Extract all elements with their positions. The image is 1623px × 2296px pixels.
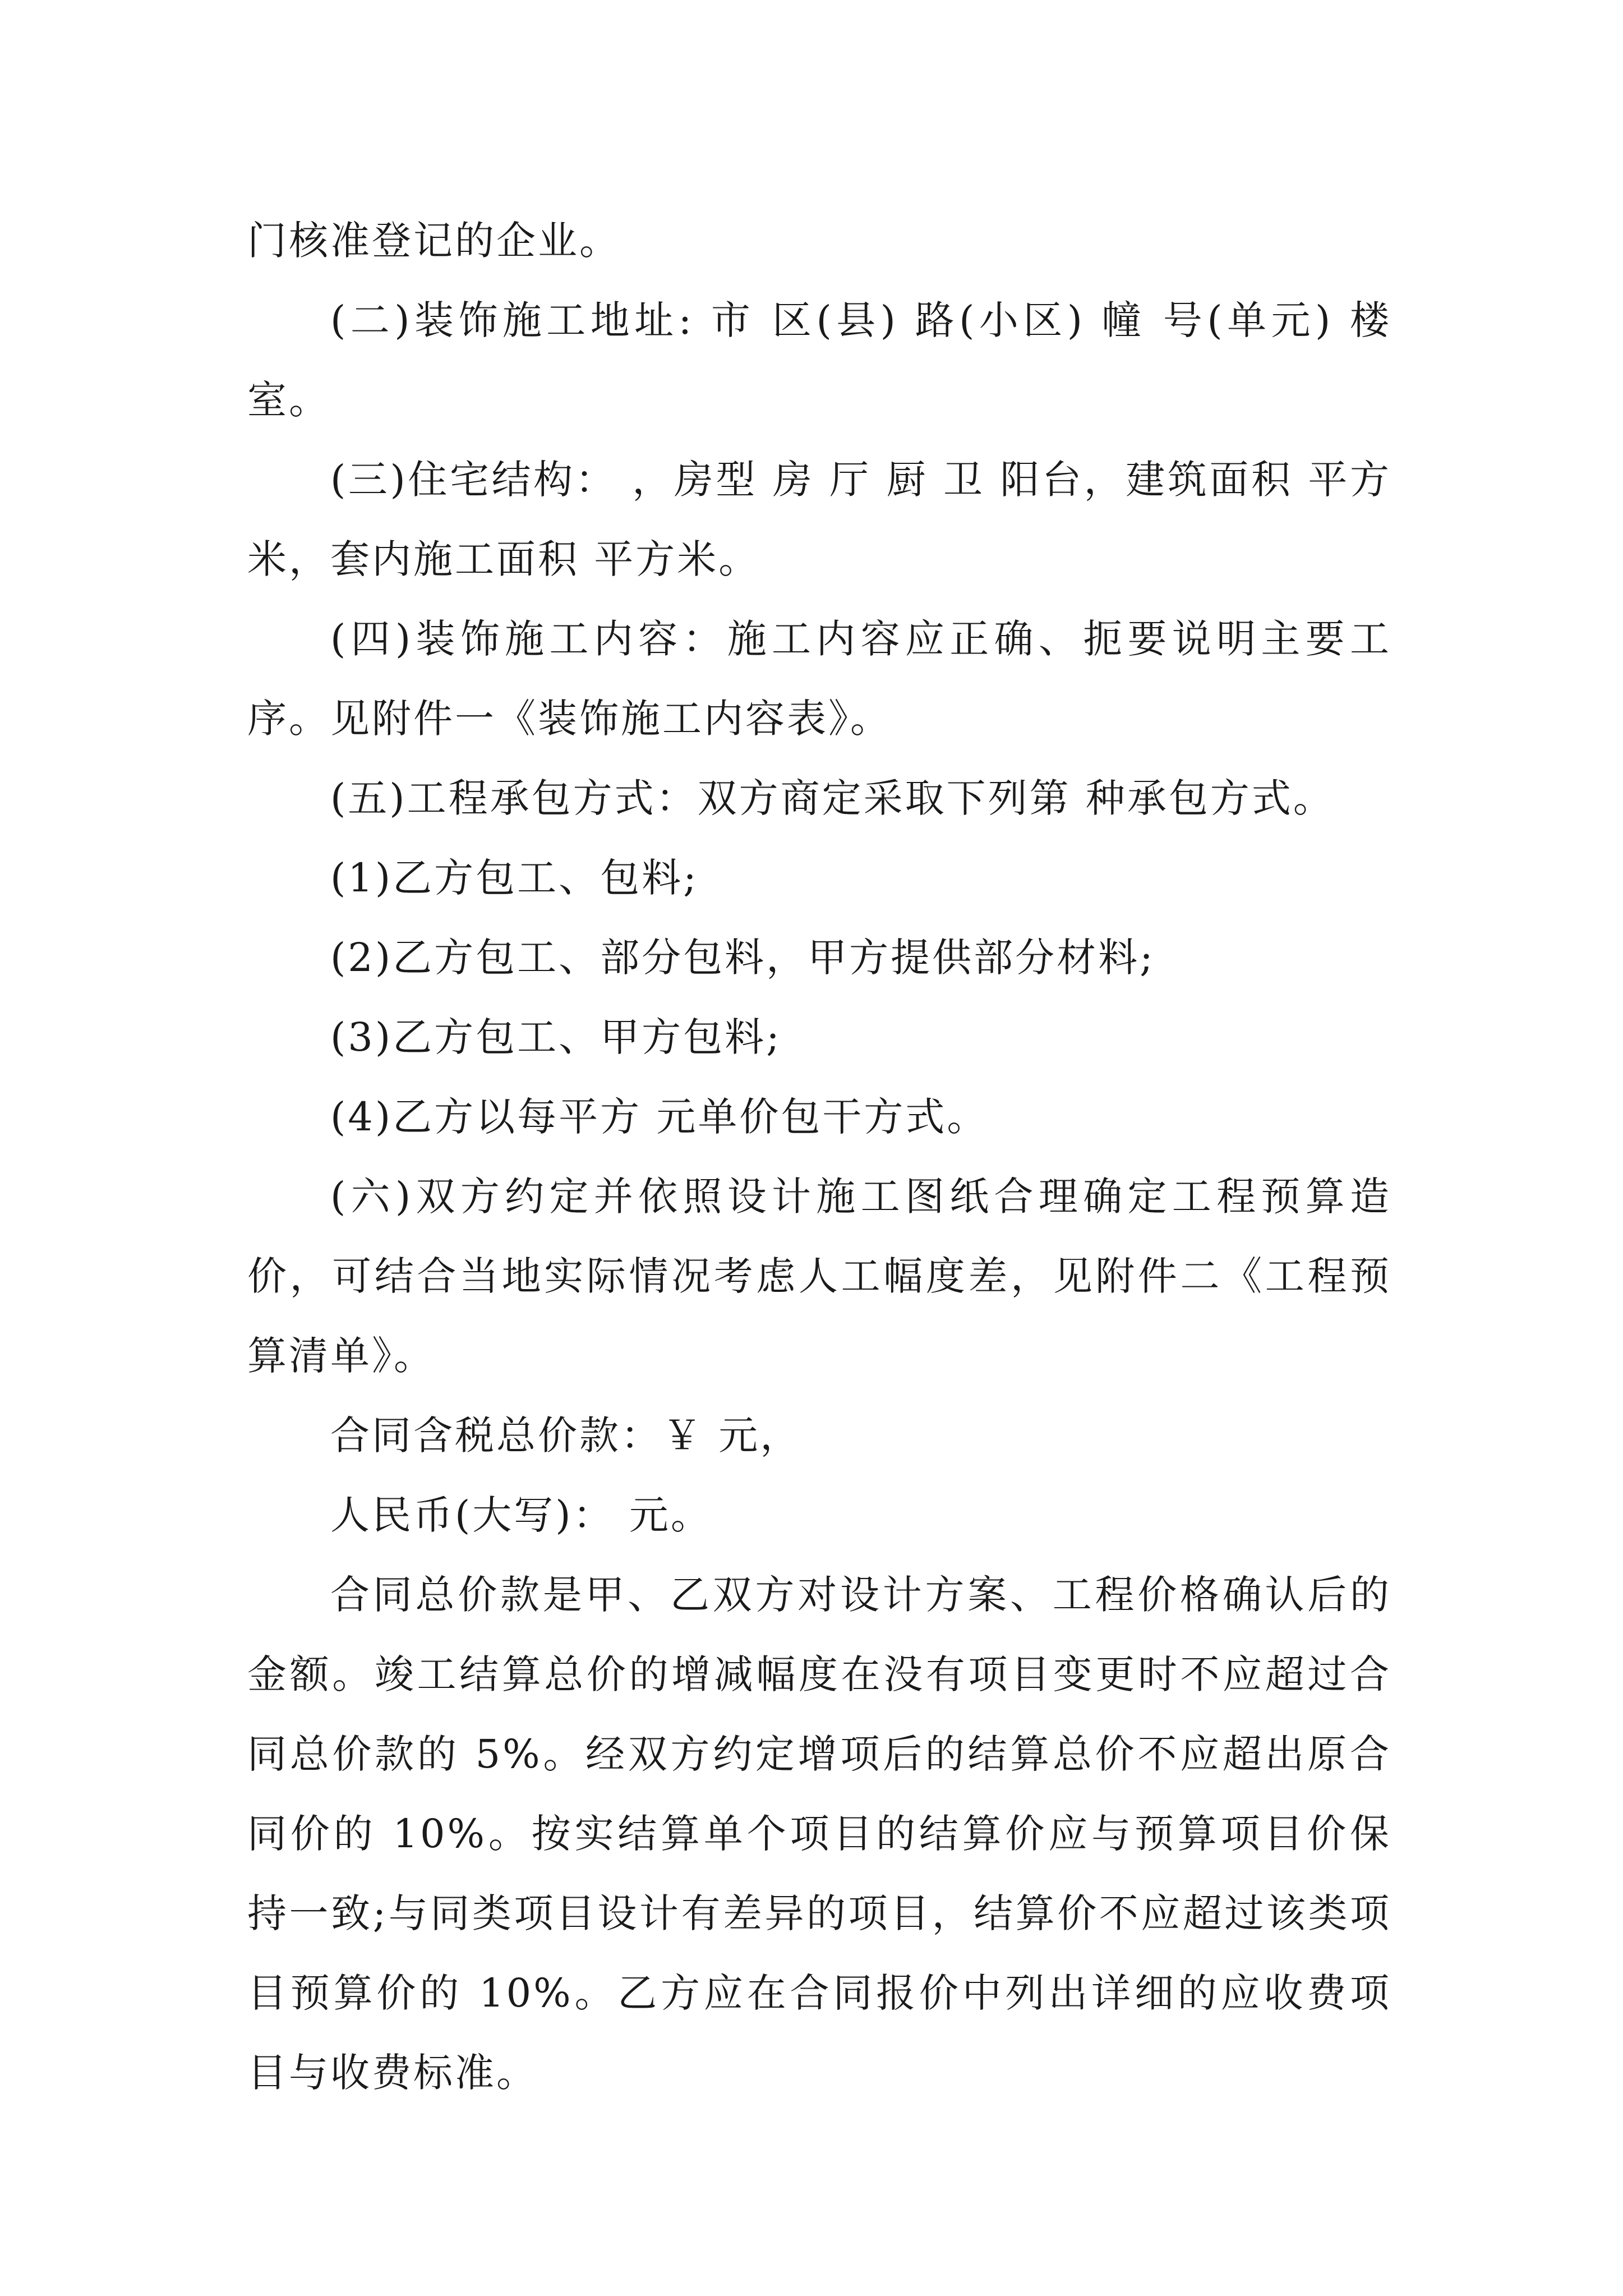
paragraph-total-price: 合同含税总价款：￥ 元，: [330, 1412, 802, 1458]
paragraph-house-structure: (三)住宅结构： ，房型 房 厅 厨 卫 阳台，建筑面积 平方米，套内施工面积 平方米。: [247, 457, 1391, 582]
document-body: [247, 201, 1391, 2113]
paragraph-price-in-words: 人民币(大写)： 元。: [330, 1492, 712, 1538]
list-item-option-1: (1)乙方包工、包料;: [330, 855, 699, 901]
paragraph-construction-content: (四)装饰施工内容：施工内容应正确、扼要说明主要工序。见附件一《装饰施工内容表》。: [247, 616, 1391, 742]
list-item-option-3: (3)乙方包工、甲方包料;: [330, 1014, 782, 1060]
paragraph-contract-method: (五)工程承包方式：双方商定采取下列第 种承包方式。: [330, 775, 1335, 821]
paragraph-price-terms: 合同总价款是甲、乙双方对设计方案、工程价格确认后的金额。竣工结算总价的增减幅度在没有项目变更时不应超过合同总价款的 5%。经双方约定增项后的结算总价不应超出原合同价的 10%。按实结算单个项目的结算价应与预算项目价保持一致;与同类项目设计有差异的项目，结算价不应超过该类项目预算价的 10%。乙方应在合同报价中列出详细的应收费项目与收费标准。: [247, 1572, 1391, 2096]
paragraph-continuation: 门核准登记的企业。: [247, 218, 621, 264]
list-item-option-4: (4)乙方以每平方 元单价包干方式。: [330, 1094, 989, 1140]
list-item-option-2: (2)乙方包工、部分包料，甲方提供部分材料;: [330, 935, 1155, 981]
paragraph-budget-cost: (六)双方约定并依照设计施工图纸合理确定工程预算造价，可结合当地实际情况考虑人工幅度差，见附件二《工程预算清单》。: [247, 1174, 1391, 1379]
paragraph-construction-address: (二)装饰施工地址: 市 区(县) 路(小区) 幢 号(单元) 楼 室。: [247, 297, 1391, 423]
